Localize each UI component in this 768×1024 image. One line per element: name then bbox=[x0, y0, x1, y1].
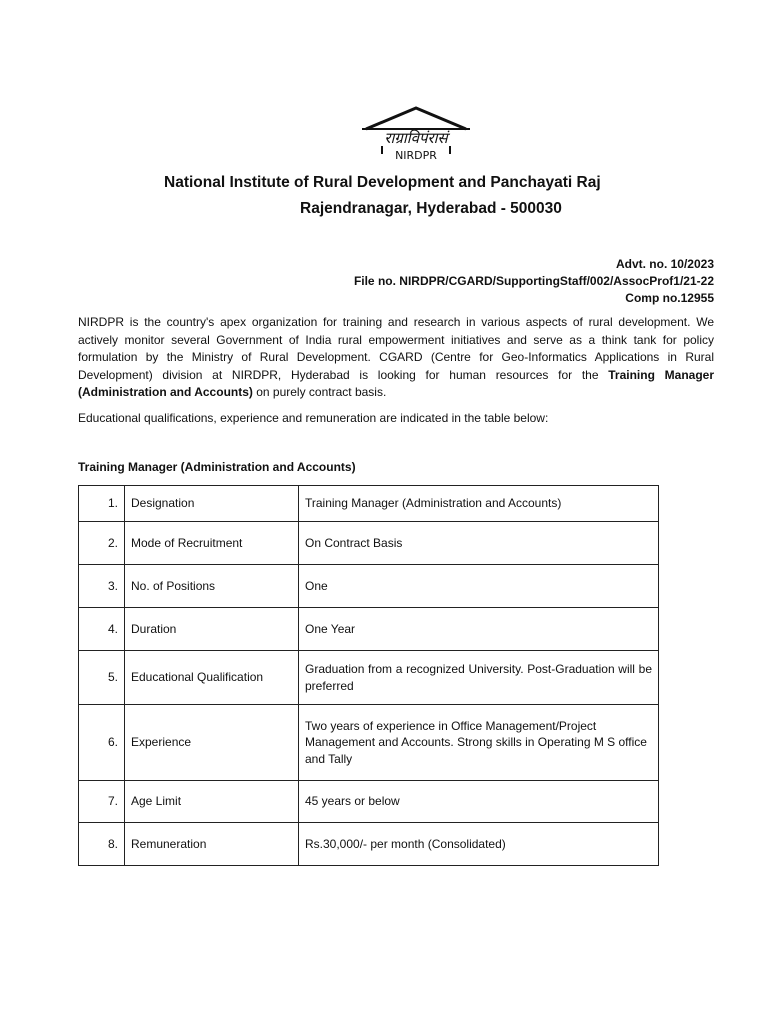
row-number: 5. bbox=[79, 651, 125, 705]
nirdpr-logo bbox=[356, 102, 476, 164]
row-value: One bbox=[299, 565, 659, 608]
intro-text-start: NIRDPR is the country's apex organization for training and research in various aspects of rural development. We actively monitor several Government of India rural empowerment initiatives and serve as a think tank for policy formulation by the Ministry of Rural Development. CGARD (Centre for Geo-Informatics Applications in Rural Development) division at NIRDPR, Hyderabad is looking for human resources for the bbox=[78, 315, 714, 382]
row-value: One Year bbox=[299, 608, 659, 651]
logo-english-text: NIRDPR bbox=[395, 149, 437, 162]
row-label: Remuneration bbox=[125, 823, 299, 866]
row-number: 1. bbox=[79, 486, 125, 522]
row-value: Rs.30,000/- per month (Consolidated) bbox=[299, 823, 659, 866]
row-number: 3. bbox=[79, 565, 125, 608]
row-value: Training Manager (Administration and Accounts) bbox=[299, 486, 659, 522]
row-label: Duration bbox=[125, 608, 299, 651]
row-number: 6. bbox=[79, 705, 125, 781]
comp-number: Comp no.12955 bbox=[625, 291, 714, 305]
row-label: No. of Positions bbox=[125, 565, 299, 608]
row-label: Mode of Recruitment bbox=[125, 522, 299, 565]
file-number: File no. NIRDPR/CGARD/SupportingStaff/002/AssocProf1/21-22 bbox=[353, 274, 714, 288]
table-row bbox=[79, 823, 659, 866]
table-heading: Training Manager (Administration and Accounts) bbox=[78, 460, 356, 474]
table-row bbox=[79, 781, 659, 823]
table-row bbox=[79, 522, 659, 565]
table-row bbox=[79, 705, 659, 781]
intro-paragraph bbox=[78, 314, 714, 402]
institute-address: Rajendranagar, Hyderabad - 500030 bbox=[300, 200, 562, 217]
advt-number: Advt. no. 10/2023 bbox=[615, 257, 714, 271]
table-row bbox=[79, 651, 659, 705]
row-number: 8. bbox=[79, 823, 125, 866]
reference-block bbox=[354, 256, 714, 307]
row-value: Two years of experience in Office Management/Project Management and Accounts. Strong skills in Operating M S office and Tally bbox=[299, 705, 659, 781]
row-number: 4. bbox=[79, 608, 125, 651]
table-row bbox=[79, 486, 659, 522]
table-row bbox=[79, 608, 659, 651]
intro-position-title: Training Manager (Administration and Accounts) bbox=[78, 367, 714, 400]
intro-text-end: on purely contract basis. bbox=[252, 385, 387, 400]
row-value: On Contract Basis bbox=[299, 522, 659, 565]
nirdpr-logo-graphic bbox=[356, 102, 476, 164]
row-label: Experience bbox=[125, 705, 299, 781]
row-number: 2. bbox=[79, 522, 125, 565]
row-label: Designation bbox=[125, 486, 299, 522]
row-label: Educational Qualification bbox=[125, 651, 299, 705]
row-value: 45 years or below bbox=[299, 781, 659, 823]
institute-name: National Institute of Rural Development and Panchayati Raj bbox=[164, 174, 601, 191]
table-row bbox=[79, 565, 659, 608]
row-number: 7. bbox=[79, 781, 125, 823]
row-label: Age Limit bbox=[125, 781, 299, 823]
qualifications-note: Educational qualifications, experience and remuneration are indicated in the table below: bbox=[78, 411, 549, 425]
row-value: Graduation from a recognized University. Post-Graduation will be preferred bbox=[299, 651, 659, 705]
details-table bbox=[78, 485, 659, 866]
logo-hindi-text: राग्राविपंरासं bbox=[384, 129, 448, 147]
